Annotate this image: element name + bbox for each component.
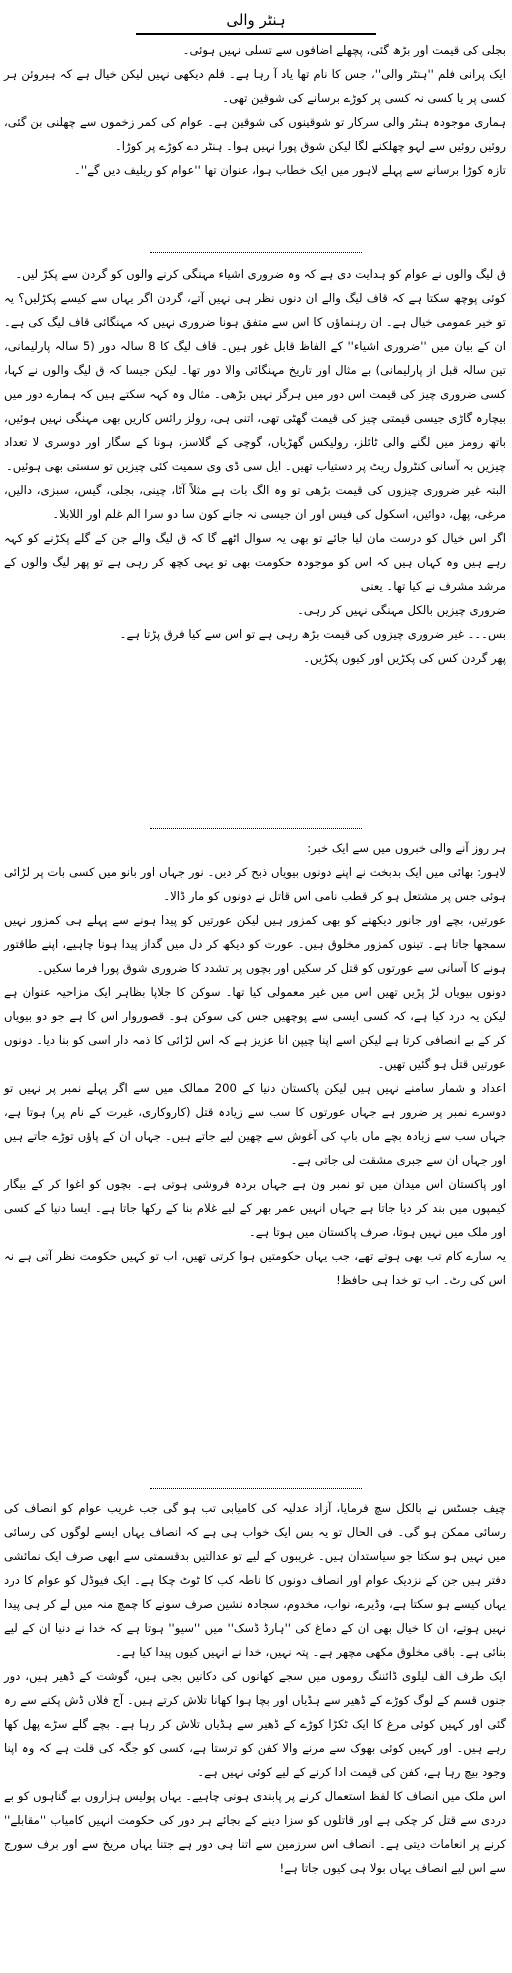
title-underline bbox=[136, 33, 376, 35]
paragraph: پھر گردن کس کی پکڑیں اور کیوں پکڑیں۔ bbox=[303, 651, 506, 665]
paragraph: ایک طرف الف لیلوی ڈائننگ روموں میں سجے کھانوں کی دکانیں بجی ہیں، گوشت کے ڈھیر ہیں، دور جنوں قسم کے لوگ کوڑے کے ڈھیر سے ہڈیاں اور بچا ہوا کھانا تلاش کرتے ہیں۔ آج فلاں ڈش پکنے سے رہ گئی اور کہیں کوئی مرغ کا ایک ٹکڑا کوڑے کے ڈھیر سے ہڈیاں تلاش کر رہا ہے۔ بچے گلے سڑے پھل کھا رہے ہیں۔ اور کہیں کوئی بھوک سے مرنے والا کفن کو ترستا ہے، کسی کو جگہ کی قلت ہے کہ وہ اپنا وجود بیچ رہا ہے، کفن کی قیمت ادا کرنے کے لیے کوئی نہیں ہے۔ bbox=[4, 1669, 506, 1779]
section-divider bbox=[150, 1488, 362, 1489]
paragraph: بجلی کی قیمت اور بڑھ گئی، پچھلے اضافوں سے تسلی نہیں ہوئی۔ bbox=[182, 43, 506, 57]
paragraph: ایک پرانی فلم ''ہنٹر والی''، جس کا نام تھا یاد آ رہا ہے۔ فلم دیکھی نہیں لیکن خیال ہے کہ ہیروئن ہر کسی پر یا کسی نہ کسی پر کوڑے برسانے کی شوقین تھی۔ bbox=[4, 67, 506, 105]
paragraph: ہر روز آنے والی خبروں میں سے ایک خبر: bbox=[307, 841, 506, 855]
paragraph: اعداد و شمار سامنے نہیں ہیں لیکن پاکستان دنیا کے 200 ممالک میں سے اگر پہلے نمبر پر نہیں تو دوسرے نمبر پر ضرور ہے جہاں عورتوں کا سب سے زیادہ قتل (کاروکاری، غیرت کے نام پر) ہوتا ہے، جہاں سب سے زیادہ بچے ماں باپ کی آغوش سے چھین لیے جاتے ہیں۔ جہاں ان کے پاؤں توڑے جاتے ہیں اور جہاں ان سے جبری مشقت لی جاتی ہے۔ bbox=[4, 1081, 506, 1167]
paragraph: اگر اس خیال کو درست مان لیا جائے تو بھی یہ سوال اٹھے گا کہ ق لیگ والے جن کے گلے پکڑنے کو کہہ رہے ہیں وہ کہاں ہیں کہ اس کو موجودہ حکومت بھی تو یہی کچھ کر رہی ہے تو پھر لیگ والوں کے مرشد مشرف نے کیا تھا۔ یعنی bbox=[4, 531, 506, 593]
paragraph: تازہ کوڑا برسانے سے پہلے لاہور میں ایک خطاب ہوا، عنوان تھا ''عوام کو ریلیف دیں گے''۔ bbox=[73, 163, 506, 177]
section-divider bbox=[150, 828, 362, 829]
paragraph: دونوں بیویاں لڑ پڑیں تھیں اس میں غیر معمولی کیا تھا۔ سوکن کا جلاپا بظاہر ایک مزاحیہ عنوان ہے لیکن یہ درد کیا ہے، کہ کسی ایسی سے پوچھیں جس کی سوکن ہو۔ قصوروار اس کا ہے جو دو بیویاں کر کے بے انصافی کرتا ہے لیکن اسے اپنا چیپن انا عزیز ہے کہ اس لڑائی کا ذمہ دار اسی کو بنا دیا۔ دونوں عورتیں قتل ہو گئیں تھیں۔ bbox=[4, 985, 506, 1071]
paragraph: بس۔۔۔ غیر ضروری چیزوں کی قیمت بڑھ رہی ہے تو اس سے کیا فرق پڑتا ہے۔ bbox=[119, 627, 506, 641]
paragraph: اس ملک میں انصاف کا لفظ استعمال کرنے پر پابندی ہونی چاہیے۔ یہاں پولیس ہزاروں بے گناہوں کو بے دردی سے قتل کر چکی ہے اور قاتلوں کو سزا دینے کے بجائے ہر دور کی حکومت انہیں کامیاب ''مقابلے'' کرنے پر انعامات دیتی ہے۔ انصاف اس سرزمین سے اتنا ہی دور ہے جتنا یہاں مریخ سے اور برف سورج سے اس لیے انصاف یہاں بولا ہی کیوں جاتا ہے! bbox=[4, 1789, 506, 1875]
section-justice bbox=[4, 1496, 506, 1880]
paragraph: البتہ غیر ضروری چیزوں کی قیمت بڑھی تو وہ الگ بات ہے مثلاً آٹا، چینی، بجلی، گیس، سبزی، دالیں، مرغی، پھل، دوائیں، اسکول کی فیس اور ان جیسی نہ جانے کون سا دو سرا الم غلم اور اللابلا۔ bbox=[4, 483, 506, 521]
paragraph: یہ سارے کام تب بھی ہوتے تھے، جب یہاں حکومتیں ہوا کرتی تھیں، اب تو کہیں حکومت نظر آتی ہے نہ اس کی رٹ۔ اب تو خدا ہی حافظ! bbox=[4, 1249, 506, 1287]
paragraph: اور پاکستان اس میدان میں تو نمبر ون ہے جہاں بردہ فروشی ہوتی ہے۔ بچوں کو اغوا کر کے بیگار کیمپوں میں بند کر دیا جاتا ہے جہاں انہیں عمر بھر کے لیے غلام بنا کے رکھا جاتا ہے۔ ایسا دنیا کے کسی اور ملک میں نہیں ہوتا، صرف پاکستان میں ہوتا ہے۔ bbox=[4, 1177, 506, 1239]
paragraph: عورتیں، بچے اور جانور دیکھنے کو بھی کمزور ہیں لیکن عورتیں کو پیدا ہونے سے پہلے ہی کمزور نہیں سمجھا جاتا ہے۔ تینوں کمزور مخلوق ہیں۔ عورت کو دیکھ کر دل میں گداز پیدا ہونا چاہیے، اپنے طاقتور ہونے کا آسانی سے عورتوں کو قتل کر سکیں اور بچوں پر تشدد کا ضروری شوق پورا فرما سکیں۔ bbox=[4, 913, 506, 975]
section-daily-news bbox=[4, 836, 506, 1292]
paragraph: لاہور: بھائی میں ایک بدبخت نے اپنے دونوں بیویاں ذبح کر دیں۔ نور جہاں اور بانو میں کسی بات پر لڑائی ہوئی جس پر مشتعل ہو کر قطب نامی اس قاتل نے دونوں کو مار ڈالا۔ bbox=[4, 865, 506, 903]
section-divider bbox=[150, 252, 362, 253]
section-electricity bbox=[4, 38, 506, 182]
article-title: ہنٹر والی bbox=[226, 11, 286, 29]
paragraph: ق لیگ والوں نے عوام کو ہدایت دی ہے کہ وہ ضروری اشیاء مہنگی کرنے والوں کو گردن سے پکڑ لیں۔ bbox=[15, 267, 506, 281]
section-q-league bbox=[4, 262, 506, 670]
paragraph: ہماری موجودہ ہنٹر والی سرکار تو شوقینوں کی شوقین ہے۔ عوام کی کمر زخموں سے چھلنی بن گئی، روئیں روئیں سے لہو چھلکنے لگا لیکن شوق پورا نہیں ہوا۔ ہنٹر دے کوڑے پر کوڑا۔ bbox=[4, 115, 506, 153]
paragraph: چیف جسٹس نے بالکل سچ فرمایا، آزاد عدلیہ کی کامیابی تب ہو گی جب غریب عوام کو انصاف کی رسائی ممکن ہو گی۔ فی الحال تو یہ بس ایک خواب ہی ہے کہ انصاف یہاں ایسے لوگوں کی رسائی میں نہیں ہو سکتا جو سیاستدان ہیں۔ غریبوں کے لیے تو عدالتیں بدقسمتی سے ابھی صرف ایک نمائشی دفتر ہیں جن کے نزدیک عوام اور انصاف دونوں کا ناطہ کب کا ٹوٹ چکا ہے۔ ایک فیوڈل کو عوام کا درد یہاں کیسے ہو سکتا ہے، وڈیرے، نواب، مخدوم، سجادہ نشین صرف سونے کا چمچ منہ میں لے کر ہی پیدا نہیں ہوتے، ان کا خیال بھی ان کے دماغ کی ''ہارڈ ڈسک'' میں ''سیو'' ہوتا ہے کہ خدا نے دنیا ان کے لیے بنائی ہے۔ باقی مخلوق مکھی مچھر ہے۔ پتہ نہیں، خدا نے انہیں کیوں پیدا کیا ہے۔ bbox=[4, 1501, 506, 1659]
paragraph: کوئی پوچھ سکتا ہے کہ قاف لیگ والے ان دنوں نظر ہی نہیں آتے، گردن اگر یہاں سے کیسے پکڑلیں؟ یہ تو خیر عمومی خیال ہے۔ ان رہنماؤں کا اس سے متفق ہونا ضروری نہیں کہ مہنگائی قاف لیگ کی ہے۔ ان کے بیان میں ''ضروری اشیاء'' کے الفاظ قابل غور ہیں۔ قاف لیگ کا 8 سالہ دور (5 سالہ پارلیمانی، تین سالہ قبل از پارلیمانی) بے مثال اور تاریخ مہنگائی والا دور تھا۔ لیکن جیسا کہ ق لیگ والوں نے کہا، کسی ضروری چیز کی قیمت اس دور میں ہرگز نہیں بڑھی۔ مثال وہ کہہ سکتے ہیں کہ ہمارے دور میں بیچارہ گاڑی جیسی قیمتی چیز کی قیمت گھٹی تھی، اتنی ہی، رولز رائس کاریں بھی مہنگی نہیں ہوئیں، باتھ رومز میں لگنے والی ٹائلز، رولیکس گھڑیاں، گوچی کے گلاسز، ہونا کے سگار اور دوسری لا تعداد چیزیں بہ آسانی کنٹرول ریٹ پر دستیاب تھیں۔ ایل سی ڈی وی سمیت کئی چیزیں تو سستی بھی ہوئیں۔ bbox=[4, 291, 507, 473]
paragraph: ضروری چیزیں بالکل مہنگی نہیں کر رہی۔ bbox=[297, 603, 506, 617]
